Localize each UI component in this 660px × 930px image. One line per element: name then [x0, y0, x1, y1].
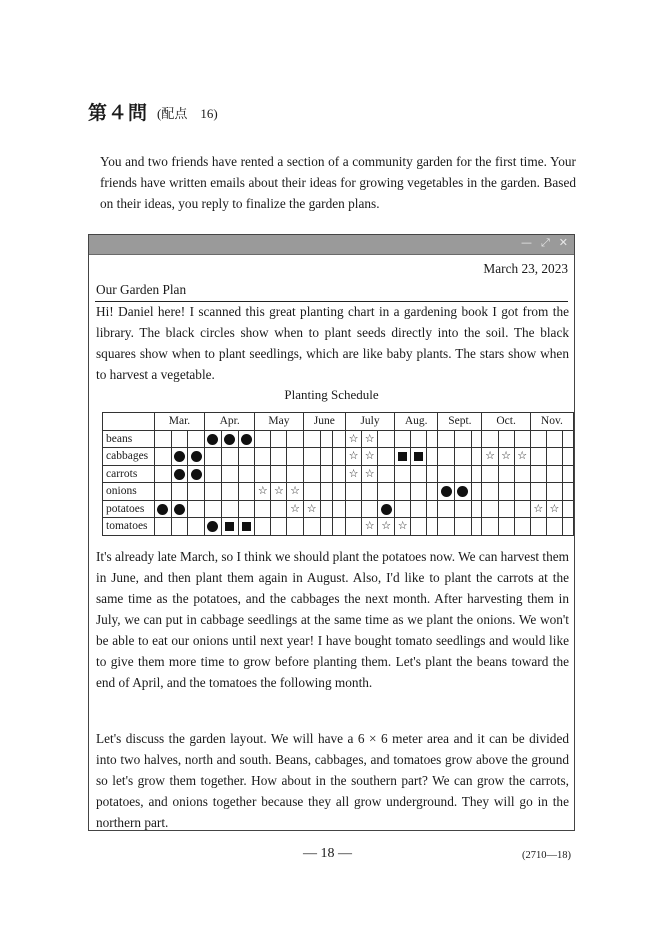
- schedule-cell: [411, 500, 427, 518]
- page-number: — 18 —: [303, 846, 352, 861]
- schedule-cell: [530, 500, 546, 518]
- schedule-cell: [530, 430, 546, 448]
- schedule-cell: [171, 483, 188, 501]
- schedule-cell: [205, 483, 222, 501]
- schedule-cell: [427, 430, 438, 448]
- window-controls: [521, 236, 568, 250]
- schedule-cell: [320, 448, 333, 466]
- schedule-cell: [514, 430, 530, 448]
- schedule-cell: [546, 518, 562, 536]
- schedule-cell: [514, 500, 530, 518]
- plant-seeds-circle-icon: [381, 504, 392, 515]
- schedule-cell: [154, 483, 171, 501]
- email-window: [88, 234, 575, 831]
- schedule-cell: [378, 430, 395, 448]
- harvest-star-icon: ☆: [257, 484, 268, 498]
- schedule-cell: [255, 483, 271, 501]
- schedule-cell: [271, 430, 287, 448]
- schedule-cell: [546, 465, 562, 483]
- schedule-cell: [378, 448, 395, 466]
- schedule-cell: [395, 430, 411, 448]
- schedule-cell: [482, 448, 498, 466]
- schedule-cell: [378, 483, 395, 501]
- vegetable-name: onions: [103, 483, 155, 501]
- schedule-cell: [171, 518, 188, 536]
- plant-seeds-circle-icon: [191, 451, 202, 462]
- month-header: Aug.: [395, 413, 438, 431]
- schedule-cell: [471, 483, 482, 501]
- schedule-cell: [346, 500, 362, 518]
- plant-seeds-circle-icon: [224, 434, 235, 445]
- schedule-cell: [362, 430, 378, 448]
- schedule-cell: [455, 518, 472, 536]
- schedule-cell: [427, 465, 438, 483]
- schedule-cell: [320, 500, 333, 518]
- plant-seeds-circle-icon: [174, 451, 185, 462]
- schedule-cell: [188, 518, 205, 536]
- schedule-cell: [514, 465, 530, 483]
- schedule-cell: [154, 448, 171, 466]
- month-header: Sept.: [438, 413, 482, 431]
- email-date: March 23, 2023: [483, 261, 568, 276]
- month-header: Nov.: [530, 413, 573, 431]
- schedule-cell: [255, 500, 271, 518]
- schedule-cell: [411, 430, 427, 448]
- schedule-cell: [395, 448, 411, 466]
- schedule-cell: [455, 430, 472, 448]
- schedule-cell: [378, 500, 395, 518]
- harvest-star-icon: ☆: [381, 519, 392, 533]
- schedule-cell: [188, 483, 205, 501]
- plant-seeds-circle-icon: [207, 434, 218, 445]
- schedule-cell: [395, 500, 411, 518]
- schedule-cell: [471, 430, 482, 448]
- month-header: Mar.: [154, 413, 204, 431]
- schedule-cell: [303, 518, 320, 536]
- harvest-star-icon: ☆: [348, 431, 359, 445]
- schedule-cell: [438, 483, 455, 501]
- schedule-cell: [221, 465, 238, 483]
- harvest-star-icon: ☆: [364, 449, 375, 463]
- schedule-cell: [362, 448, 378, 466]
- planting-schedule-table: [102, 412, 574, 536]
- schedule-cell: [238, 483, 255, 501]
- schedule-cell: [255, 448, 271, 466]
- schedule-cell: [154, 430, 171, 448]
- harvest-star-icon: ☆: [348, 449, 359, 463]
- schedule-cell: [333, 500, 346, 518]
- minimize-icon[interactable]: —: [520, 236, 532, 249]
- schedule-cell: [514, 448, 530, 466]
- schedule-cell: [188, 430, 205, 448]
- page-code: (2710—18): [522, 850, 571, 861]
- schedule-cell: [438, 430, 455, 448]
- harvest-star-icon: ☆: [517, 449, 528, 463]
- schedule-cell: [471, 500, 482, 518]
- schedule-cell: [287, 430, 303, 448]
- schedule-cell: [362, 465, 378, 483]
- schedule-cell: [271, 448, 287, 466]
- schedule-cell: [427, 518, 438, 536]
- schedule-cell: [471, 448, 482, 466]
- plant-seedlings-square-icon: [414, 452, 423, 461]
- schedule-cell: [346, 448, 362, 466]
- schedule-cell: [530, 518, 546, 536]
- schedule-cell: [438, 500, 455, 518]
- schedule-cell: [271, 500, 287, 518]
- harvest-star-icon: ☆: [364, 431, 375, 445]
- schedule-cell: [411, 518, 427, 536]
- schedule-cell: [546, 448, 562, 466]
- schedule-cell: [171, 448, 188, 466]
- plant-seeds-circle-icon: [174, 504, 185, 515]
- schedule-cell: [411, 465, 427, 483]
- schedule-row-tomatoes: [103, 518, 574, 536]
- plant-seedlings-square-icon: [242, 522, 251, 531]
- schedule-cell: [346, 430, 362, 448]
- schedule-cell: [530, 465, 546, 483]
- schedule-cell: [546, 500, 562, 518]
- schedule-cell: [455, 500, 472, 518]
- table-title: Planting Schedule: [284, 387, 379, 402]
- month-header: June: [303, 413, 345, 431]
- plant-seeds-circle-icon: [207, 521, 218, 532]
- schedule-cell: [287, 500, 303, 518]
- plant-seeds-circle-icon: [191, 469, 202, 480]
- schedule-cell: [563, 500, 574, 518]
- plant-seeds-circle-icon: [441, 486, 452, 497]
- schedule-cell: [427, 483, 438, 501]
- schedule-cell: [362, 483, 378, 501]
- schedule-cell: [303, 500, 320, 518]
- schedule-cell: [498, 500, 514, 518]
- schedule-cell: [427, 500, 438, 518]
- schedule-cell: [171, 430, 188, 448]
- month-header: Oct.: [482, 413, 530, 431]
- schedule-cell: [154, 465, 171, 483]
- schedule-cell: [514, 518, 530, 536]
- harvest-star-icon: ☆: [549, 501, 560, 515]
- schedule-cell: [498, 518, 514, 536]
- schedule-cell: [438, 465, 455, 483]
- schedule-cell: [498, 430, 514, 448]
- schedule-cell: [362, 518, 378, 536]
- schedule-cell: [320, 430, 333, 448]
- harvest-star-icon: ☆: [533, 501, 544, 515]
- schedule-cell: [395, 465, 411, 483]
- vegetable-name: cabbages: [103, 448, 155, 466]
- month-header: Apr.: [205, 413, 255, 431]
- schedule-cell: [438, 448, 455, 466]
- schedule-cell: [287, 465, 303, 483]
- schedule-cell: [455, 483, 472, 501]
- schedule-cell: [205, 430, 222, 448]
- question-points: (配点 16): [157, 106, 218, 121]
- harvest-star-icon: ☆: [290, 484, 300, 498]
- email-paragraph-1: Hi! Daniel here! I scanned this great planting chart in a gardening book I got from the library. The black circles show when to plant seeds directly into the soil. The black squares show when to plant seedlings, which are like baby plants. The stars show when to harvest a vegetable.: [96, 304, 569, 382]
- schedule-cell: [205, 448, 222, 466]
- schedule-cell: [333, 430, 346, 448]
- schedule-cell: [188, 465, 205, 483]
- harvest-star-icon: ☆: [273, 484, 284, 498]
- schedule-cell: [333, 483, 346, 501]
- month-header: July: [346, 413, 395, 431]
- harvest-star-icon: ☆: [290, 501, 300, 515]
- vegetable-name: beans: [103, 430, 155, 448]
- schedule-cell: [498, 448, 514, 466]
- schedule-cell: [563, 518, 574, 536]
- schedule-row-carrots: [103, 465, 574, 483]
- schedule-cell: [333, 465, 346, 483]
- schedule-cell: [563, 430, 574, 448]
- harvest-star-icon: ☆: [364, 466, 375, 480]
- harvest-star-icon: ☆: [501, 449, 512, 463]
- schedule-cell: [205, 465, 222, 483]
- harvest-star-icon: ☆: [306, 501, 317, 515]
- schedule-cell: [346, 465, 362, 483]
- schedule-cell: [238, 430, 255, 448]
- schedule-cell: [303, 465, 320, 483]
- schedule-cell: [238, 448, 255, 466]
- schedule-row-beans: [103, 430, 574, 448]
- schedule-cell: [498, 483, 514, 501]
- schedule-cell: [530, 483, 546, 501]
- email-paragraph-2: It's already late March, so I think we should plant the potatoes now. We can harvest them in June, and then plant them again in August. Also, I'd like to plant the carrots at the same time as the potatoes, and the cabbages the next month. After harvesting them in July, we can put in cabbage seedlings at the same time as we plant the onions. We won't be able to eat our onions until next year! I have bought tomato seedlings and would like to give them more time to grow before planting them. Let's plant the beans toward the end of April, and the tomatoes the following month.: [96, 549, 569, 690]
- schedule-cell: [378, 465, 395, 483]
- harvest-star-icon: ☆: [485, 449, 495, 463]
- month-header-row: [103, 413, 574, 431]
- email-paragraph-3: Let's discuss the garden layout. We will have a 6 × 6 meter area and it can be divided into two halves, north and south. Beans, cabbages, and tomatoes grow above the ground so let's grow them together. How about in the southern part? We can grow the carrots, potatoes, and onions together because they all grow underground. They will go in the northern part.: [96, 731, 569, 830]
- harvest-star-icon: ☆: [364, 519, 375, 533]
- schedule-cell: [427, 448, 438, 466]
- schedule-cell: [471, 465, 482, 483]
- harvest-star-icon: ☆: [348, 466, 359, 480]
- schedule-cell: [482, 430, 498, 448]
- schedule-cell: [271, 518, 287, 536]
- schedule-cell: [255, 518, 271, 536]
- schedule-cell: [482, 465, 498, 483]
- schedule-cell: [303, 448, 320, 466]
- schedule-cell: [320, 483, 333, 501]
- plant-seeds-circle-icon: [157, 504, 168, 515]
- maximize-icon[interactable]: ⤢: [540, 236, 550, 249]
- schedule-cell: [530, 448, 546, 466]
- schedule-cell: [333, 518, 346, 536]
- schedule-cell: [238, 518, 255, 536]
- schedule-cell: [205, 518, 222, 536]
- schedule-cell: [378, 518, 395, 536]
- schedule-cell: [287, 518, 303, 536]
- schedule-cell: [514, 483, 530, 501]
- vegetable-name: potatoes: [103, 500, 155, 518]
- schedule-cell: [255, 465, 271, 483]
- schedule-cell: [411, 448, 427, 466]
- schedule-cell: [471, 518, 482, 536]
- schedule-cell: [362, 500, 378, 518]
- schedule-cell: [303, 483, 320, 501]
- question-title: 第４問: [88, 102, 149, 124]
- harvest-star-icon: ☆: [397, 519, 408, 533]
- vegetable-name: carrots: [103, 465, 155, 483]
- schedule-cell: [455, 465, 472, 483]
- schedule-cell: [320, 518, 333, 536]
- plant-seeds-circle-icon: [241, 434, 252, 445]
- schedule-cell: [287, 483, 303, 501]
- schedule-cell: [482, 500, 498, 518]
- schedule-cell: [154, 518, 171, 536]
- schedule-cell: [320, 465, 333, 483]
- schedule-row-potatoes: [103, 500, 574, 518]
- schedule-cell: [221, 500, 238, 518]
- schedule-row-cabbages: [103, 448, 574, 466]
- schedule-cell: [411, 483, 427, 501]
- schedule-cell: [188, 448, 205, 466]
- schedule-cell: [271, 483, 287, 501]
- plant-seedlings-square-icon: [398, 452, 407, 461]
- plant-seedlings-square-icon: [225, 522, 234, 531]
- schedule-cell: [438, 518, 455, 536]
- month-header: May: [255, 413, 303, 431]
- schedule-cell: [395, 483, 411, 501]
- schedule-row-onions: [103, 483, 574, 501]
- schedule-cell: [221, 430, 238, 448]
- schedule-cell: [546, 483, 562, 501]
- schedule-cell: [238, 500, 255, 518]
- email-subject: Our Garden Plan: [96, 282, 187, 297]
- plant-seeds-circle-icon: [457, 486, 468, 497]
- schedule-cell: [303, 430, 320, 448]
- intro-text: You and two friends have rented a section of a community garden for the first time. Your friends have written emails about their ideas for growing vegetables in the garden. Based on their ideas, you reply to finalize the garden plans.: [100, 154, 576, 211]
- schedule-cell: [188, 500, 205, 518]
- vegetable-name: tomatoes: [103, 518, 155, 536]
- schedule-cell: [221, 448, 238, 466]
- schedule-cell: [238, 465, 255, 483]
- schedule-cell: [346, 518, 362, 536]
- schedule-cell: [395, 518, 411, 536]
- schedule-cell: [563, 483, 574, 501]
- schedule-cell: [482, 483, 498, 501]
- close-icon[interactable]: ✕: [558, 236, 568, 249]
- schedule-cell: [171, 465, 188, 483]
- schedule-cell: [221, 518, 238, 536]
- schedule-cell: [563, 465, 574, 483]
- schedule-cell: [171, 500, 188, 518]
- schedule-cell: [154, 500, 171, 518]
- schedule-cell: [333, 448, 346, 466]
- schedule-cell: [563, 448, 574, 466]
- schedule-cell: [498, 465, 514, 483]
- plant-seeds-circle-icon: [174, 469, 185, 480]
- schedule-cell: [482, 518, 498, 536]
- schedule-cell: [255, 430, 271, 448]
- schedule-cell: [346, 483, 362, 501]
- email-titlebar: [89, 235, 574, 255]
- schedule-cell: [271, 465, 287, 483]
- schedule-cell: [455, 448, 472, 466]
- schedule-cell: [546, 430, 562, 448]
- schedule-cell: [287, 448, 303, 466]
- schedule-cell: [205, 500, 222, 518]
- corner-cell: [103, 413, 155, 431]
- schedule-cell: [221, 483, 238, 501]
